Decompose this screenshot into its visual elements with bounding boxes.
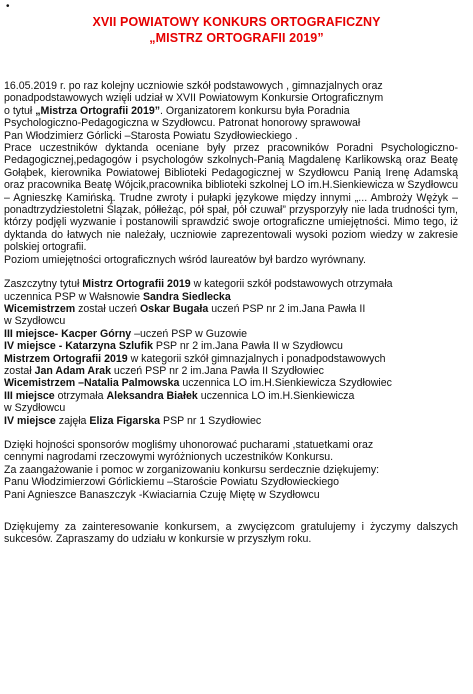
thanks-line: Za zaangażowanie i pomoc w zorganizowaniu konkursu serdecznie dziękujemy: — [4, 463, 380, 476]
intro-line: Psychologiczno-Pedagogiczna w Szydłowcu. Patronat honorowy sprawował — [4, 117, 361, 130]
text-span: . Organizatorem konkursu była Poradnia — [160, 104, 350, 117]
text-span: Zaszczytny tytuł — [4, 278, 83, 291]
bold-span: Wicemistrzem — [4, 302, 76, 315]
intro-line: Poziom umiejętności ortograficznych wśród laureatów był bardzo wyrównany. — [4, 253, 366, 266]
thanks-line: Dzięki hojności sponsorów mogliśmy uhonorować pucharami ,statuetkami oraz — [4, 438, 374, 451]
result-line — [4, 278, 458, 290]
bold-span: Wicemistrzem –Natalia Palmowska — [4, 377, 180, 390]
closing-paragraph: Dziękujemy za zainteresowanie konkursem, a zwycięzcom gratulujemy i życzymy dalszych sukcesów. Zapraszamy do udziału w konkursie w przyszłym roku. — [4, 521, 458, 546]
text-span: został uczeń — [75, 302, 140, 315]
result-line — [4, 365, 458, 377]
text-span: –uczeń PSP w Guzowie — [131, 327, 247, 340]
result-line — [4, 328, 458, 340]
winner-name: Sandra Siedlecka — [142, 290, 231, 303]
bold-span: Mistrz Ortografii 2019 — [82, 278, 191, 291]
text-span: PSP nr 1 Szydłowiec — [160, 414, 262, 427]
bold-span: IV miejsce - Katarzyna Szlufik — [4, 340, 153, 353]
result-line — [4, 291, 458, 303]
page-title — [0, 14, 473, 46]
winner-name: Eliza Figarska — [89, 414, 161, 427]
result-line: w Szydłowcu — [4, 402, 66, 415]
winner-name: Jan Adam Arak — [34, 364, 111, 377]
result-line — [4, 353, 458, 365]
bullet-dot: • — [6, 1, 10, 12]
text-span: został — [4, 364, 35, 377]
result-line — [4, 303, 458, 315]
title-line-2: „MISTRZ ORTOGRAFII 2019” — [149, 31, 324, 45]
winner-name: Oskar Bugała — [139, 302, 209, 315]
text-span: uczennica LO im.H.Sienkiewicza — [197, 389, 355, 402]
results-section — [4, 278, 458, 427]
document-body — [4, 80, 458, 546]
text-span: otrzymała — [54, 389, 107, 402]
contest-title: „Mistrza Ortografii 2019” — [35, 104, 161, 117]
spacer — [4, 266, 458, 278]
spacer — [4, 427, 458, 439]
result-line — [4, 377, 458, 389]
result-line — [4, 390, 458, 402]
result-line — [4, 340, 458, 352]
bold-span: IV miejsce — [4, 414, 56, 427]
intro-line — [4, 105, 458, 117]
evaluation-paragraph: Prace uczestników dyktanda oceniane były przez pracowników Poradni Psychologiczno-Pedagogicznej,pedagogów i psychologów szkolnych-Panią Magdalenę Karlikowską oraz Beatę Gołąbek, kierownika Powiatowej Biblioteki Pedagogicznej w Szydłowcu Panią Irenę Adamską oraz pracownika Beatę Wójcik,pracownika biblioteki szkolnej LO im.H.Sienkiewicza w Szydłowcu – Agnieszkę Kamińską. Trudne zwroty i pułapki językowe między innymi „... Ambroży Wężyk –ponadtrzydziestoletni Ślązak, półłeżąc, pół spał, pół czuwał” przysporzyły nie lada trudności tym, którzy podjęli wyzwanie i postanowili sprawdzić swoje ortograficzne umiejętności. Mimo tego, iż dyktanda do łatwych nie należały, uczniowie zaprezentowali wysoki poziom wiedzy w zakresie polskiej ortografii. — [4, 142, 458, 254]
text-span: w kategorii szkół podstawowych otrzymała — [190, 278, 393, 291]
text-span: w kategorii szkół gimnazjalnych i ponadpodstawowych — [127, 352, 386, 365]
thanks-line: Panu Włodzimierzowi Górlickiemu –Staroście Powiatu Szydłowieckiego — [4, 476, 340, 489]
text-span: uczeń PSP nr 2 im.Jana Pawła II — [208, 302, 366, 315]
thanks-line: Pani Agnieszce Banaszczyk -Kwiaciarnia Czuję Miętę w Szydłowcu — [4, 488, 320, 501]
thanks-section — [4, 439, 458, 501]
text-span: zajęła — [55, 414, 90, 427]
text-span: PSP nr 2 im.Jana Pawła II w Szydłowcu — [152, 340, 343, 353]
intro-line: 16.05.2019 r. po raz kolejny uczniowie szkół podstawowych , gimnazjalnych oraz — [4, 80, 383, 92]
text-span: uczennica PSP w Wałsnowie — [4, 290, 143, 303]
bold-span: Mistrzem Ortografii 2019 — [4, 352, 128, 365]
title-line-1: XVII POWIATOWY KONKURS ORTOGRAFICZNY — [92, 15, 381, 29]
result-line — [4, 415, 458, 427]
text-span: o tytuł — [4, 104, 36, 117]
bold-span: III miejsce- Kacper Górny — [4, 327, 132, 340]
intro-line: Pan Włodzimierz Górlicki –Starosta Powiatu Szydłowieckiego . — [4, 129, 298, 142]
bold-span: III miejsce — [4, 389, 55, 402]
intro-section — [4, 80, 458, 266]
text-span: uczeń PSP nr 2 im.Jana Pawła II Szydłowiec — [110, 364, 324, 377]
thanks-line: cennymi nagrodami rzeczowymi wyróżnionych uczestników Konkursu. — [4, 451, 334, 464]
text-span: uczennica LO im.H.Sienkiewicza Szydłowiec — [179, 377, 392, 390]
result-line: w Szydłowcu — [4, 315, 66, 328]
intro-line: ponadpodstawowych wzięli udział w XVII Powiatowym Konkursie Ortograficznym — [4, 92, 384, 105]
spacer — [4, 501, 458, 521]
winner-name: Aleksandra Białek — [106, 389, 198, 402]
